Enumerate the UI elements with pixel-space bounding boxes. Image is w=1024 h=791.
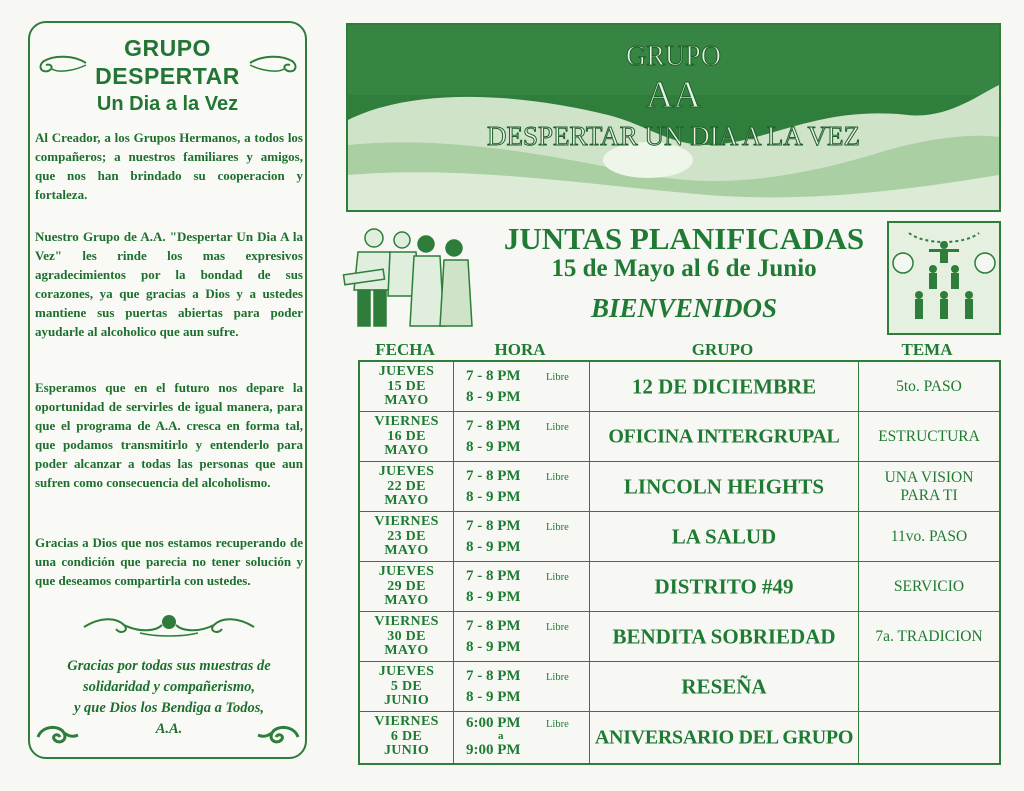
- column-header-hora: HORA: [494, 340, 546, 359]
- column-header-tema: TEMA: [901, 340, 953, 359]
- day: 5 DE: [390, 678, 423, 694]
- date-cell: [360, 612, 454, 661]
- closing-line-1: Gracias por todas sus muestras de: [67, 658, 271, 674]
- banner-line-3: DESPERTAR UN DIA A LA VEZ: [486, 121, 860, 151]
- topic-cell: [859, 412, 999, 461]
- topic-cell: [859, 612, 999, 661]
- topic-cell: [859, 662, 999, 711]
- closing-signature: A.A.: [155, 721, 183, 737]
- topic: UNA VISION PARA TI: [884, 468, 974, 504]
- group-name: DISTRITO #49: [654, 574, 794, 598]
- dedication-paragraph-1: Al Creador, a los Grupos Hermanos, a todos los compañeros; a nuestros familiares y amigos, que nos han brindado su cooperacion y fortaleza.: [35, 130, 303, 202]
- table-row: [360, 362, 999, 412]
- open-meeting-label: Libre: [546, 719, 569, 730]
- human-pyramid-icon: [889, 223, 999, 333]
- time-connector: a: [498, 730, 504, 742]
- welcome-text: BIENVENIDOS: [590, 293, 778, 323]
- topic-cell: [859, 362, 999, 411]
- dedication-paragraph-4: Gracias a Dios que nos estamos recuperando de una condición que parecia no tener solución y que deseamos compartirla con ustedes.: [35, 535, 303, 588]
- corner-flourish-right-icon: [254, 723, 302, 749]
- date-cell: [360, 462, 454, 511]
- topic-cell: [859, 712, 999, 763]
- dedication-paragraph-3: Esperamos que en el futuro nos depare la oportunidad de servirles de igual manera, para que el programa de A.A. cresca en forma tal, que podamos transmitirlo y entenderlo para poder alcanzar a todas las personas que aun sufren como consecuencia del alcoholismo.: [35, 380, 303, 490]
- divider-ornament-icon: [80, 613, 258, 637]
- day: 15 DE: [387, 378, 426, 394]
- open-meeting-label: Libre: [546, 372, 569, 383]
- open-meeting-label: Libre: [546, 422, 569, 433]
- time-slot-2: 8 - 9 PM: [466, 689, 521, 705]
- table-row: [360, 712, 999, 763]
- time-cell: [454, 612, 590, 661]
- corner-flourish-left-icon: [34, 723, 82, 749]
- group-name: LINCOLN HEIGHTS: [623, 474, 825, 498]
- topic: ESTRUCTURA: [878, 427, 980, 445]
- time-slot-1: 7 - 8 PM: [466, 468, 521, 484]
- group-cell: [590, 362, 859, 411]
- topic-cell: [859, 462, 999, 511]
- group-name: RESEÑA: [681, 674, 767, 698]
- topic-cell: [859, 512, 999, 561]
- time-slot-2: 8 - 9 PM: [466, 489, 521, 505]
- time-cell: [454, 662, 590, 711]
- flourish-left-icon: [34, 51, 90, 77]
- topic-cell: [859, 562, 999, 611]
- group-cell: [590, 712, 859, 763]
- time-slot-2: 8 - 9 PM: [466, 589, 521, 605]
- day: 29 DE: [387, 578, 426, 594]
- table-row: [360, 612, 999, 662]
- dedication-paragraph-2: Nuestro Grupo de A.A. "Despertar Un Dia A la Vez" les rinde los mas expresivos agradecimientos por la bondad de sus corazones, ya que gracias a Dios y a ustedes mantiene sus puertas abiertas para poder ayudarle al alcoholico que aun sufre.: [35, 229, 303, 339]
- weekday: JUEVES: [378, 464, 435, 479]
- date-range: 15 de Mayo al 6 de Junio: [551, 255, 817, 282]
- weekday: VIERNES: [374, 414, 439, 429]
- month: MAYO: [384, 643, 429, 658]
- panel-title-line1: GRUPO: [124, 35, 211, 61]
- group-name: LA SALUD: [671, 524, 777, 548]
- time-slot-2: 8 - 9 PM: [466, 439, 521, 455]
- time-cell: [454, 362, 590, 411]
- table-row: [360, 412, 999, 462]
- table-row: [360, 462, 999, 512]
- open-meeting-label: Libre: [546, 622, 569, 633]
- time-slot-2: 8 - 9 PM: [466, 639, 521, 655]
- group-banner: [346, 23, 1001, 212]
- weekday: VIERNES: [374, 614, 439, 629]
- meeting-schedule-table: [358, 360, 1001, 765]
- banner-line-2: AA: [646, 74, 701, 116]
- closing-line-3: y que Dios los Bendiga a Todos,: [74, 700, 264, 716]
- month: MAYO: [384, 393, 429, 408]
- table-row: [360, 512, 999, 562]
- time-cell: [454, 512, 590, 561]
- day: 30 DE: [387, 628, 426, 644]
- banner-line-1: GRUPO: [626, 41, 721, 72]
- time-cell: [454, 412, 590, 461]
- group-name: 12 DE DICIEMBRE: [631, 374, 817, 398]
- date-cell: [360, 512, 454, 561]
- month: MAYO: [384, 543, 429, 558]
- weekday: JUEVES: [378, 364, 435, 379]
- time-cell: [454, 712, 590, 763]
- day: 23 DE: [387, 528, 426, 544]
- date-cell: [360, 362, 454, 411]
- time-slot-2: 8 - 9 PM: [466, 539, 521, 555]
- column-header-fecha: FECHA: [375, 340, 435, 359]
- topic: 5to. PASO: [896, 377, 962, 395]
- time-start: 6:00 PM: [466, 715, 521, 731]
- time-slot-2: 8 - 9 PM: [466, 389, 521, 405]
- open-meeting-label: Libre: [546, 672, 569, 683]
- time-slot-1: 7 - 8 PM: [466, 668, 521, 684]
- group-cell: [590, 462, 859, 511]
- human-pyramid-illustration: [887, 221, 1001, 335]
- dedication-panel: [28, 21, 307, 759]
- open-meeting-label: Libre: [546, 572, 569, 583]
- time-slot-1: 7 - 8 PM: [466, 618, 521, 634]
- closing-line-2: solidaridad y compañerismo,: [83, 679, 255, 695]
- topic: 7a. TRADICION: [875, 627, 983, 645]
- date-cell: [360, 412, 454, 461]
- panel-title-line2: DESPERTAR: [95, 63, 240, 89]
- table-row: [360, 662, 999, 712]
- group-cell: [590, 612, 859, 661]
- time-cell: [454, 562, 590, 611]
- topic: SERVICIO: [893, 577, 965, 595]
- time-end: 9:00 PM: [466, 742, 521, 758]
- flourish-right-icon: [246, 51, 302, 77]
- table-row: [360, 562, 999, 612]
- group-cell: [590, 562, 859, 611]
- group-name: ANIVERSARIO DEL GRUPO: [594, 726, 854, 748]
- month: JUNIO: [383, 743, 430, 758]
- time-cell: [454, 462, 590, 511]
- month: MAYO: [384, 493, 429, 508]
- people-illustration: [340, 226, 480, 330]
- column-header-grupo: GRUPO: [691, 340, 754, 359]
- time-slot-1: 7 - 8 PM: [466, 418, 521, 434]
- topic: 11vo. PASO: [890, 527, 968, 545]
- group-cell: [590, 662, 859, 711]
- time-slot-1: 7 - 8 PM: [466, 368, 521, 384]
- month: JUNIO: [383, 693, 430, 708]
- date-cell: [360, 662, 454, 711]
- time-slot-1: 7 - 8 PM: [466, 568, 521, 584]
- page-title: JUNTAS PLANIFICADAS: [503, 221, 865, 256]
- day: 16 DE: [387, 428, 426, 444]
- day: 6 DE: [390, 728, 423, 744]
- weekday: JUEVES: [378, 664, 435, 679]
- weekday: VIERNES: [374, 714, 439, 729]
- group-name: BENDITA SOBRIEDAD: [612, 624, 836, 648]
- date-cell: [360, 712, 454, 763]
- panel-subtitle: Un Dia a la Vez: [96, 93, 239, 115]
- weekday: JUEVES: [378, 564, 435, 579]
- group-cell: [590, 512, 859, 561]
- day: 22 DE: [387, 478, 426, 494]
- weekday: VIERNES: [374, 514, 439, 529]
- month: MAYO: [384, 593, 429, 608]
- group-cell: [590, 412, 859, 461]
- month: MAYO: [384, 443, 429, 458]
- open-meeting-label: Libre: [546, 472, 569, 483]
- time-slot-1: 7 - 8 PM: [466, 518, 521, 534]
- group-name: OFICINA INTERGRUPAL: [608, 425, 840, 447]
- open-meeting-label: Libre: [546, 522, 569, 533]
- date-cell: [360, 562, 454, 611]
